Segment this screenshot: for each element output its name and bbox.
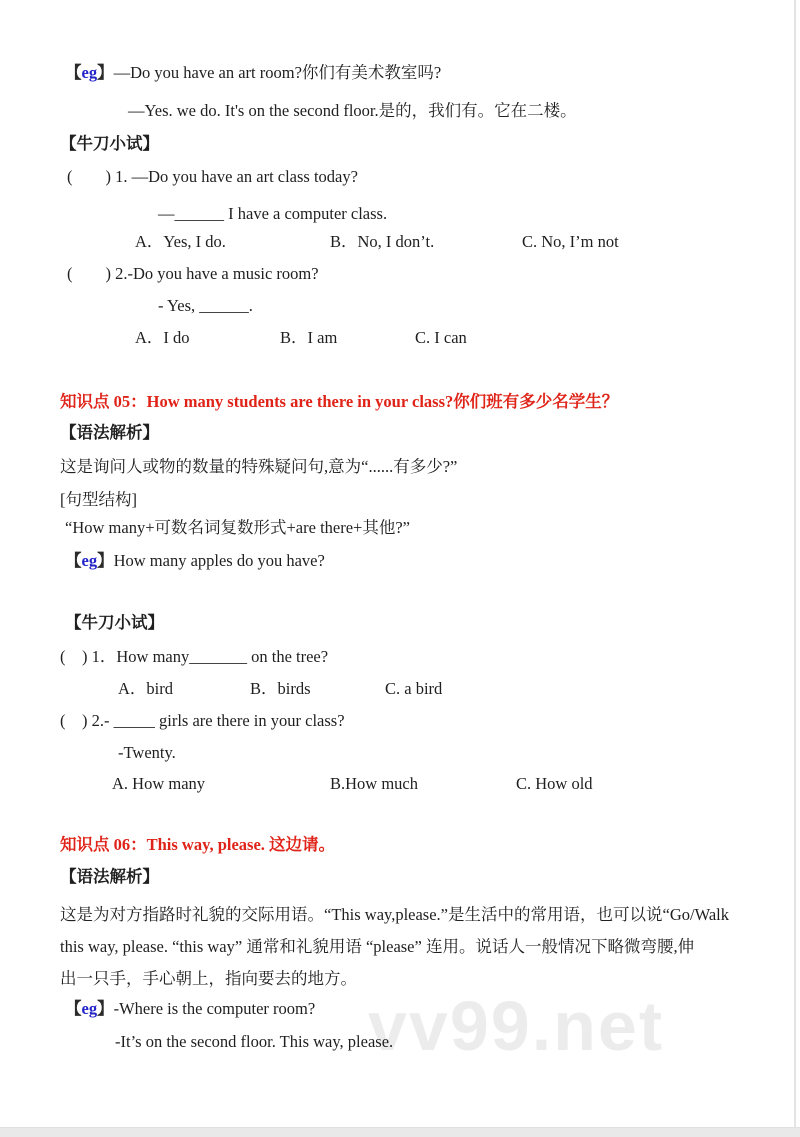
question-1-options	[135, 231, 760, 253]
eg-bracket-close: 】	[97, 63, 114, 82]
practice-title-1: 【牛刀小试】	[60, 134, 159, 153]
question-2-options	[135, 327, 760, 349]
option-c: C. How old	[516, 774, 593, 793]
knowledge-point-06-heading: 知识点 06：This way, please. 这边请。	[60, 835, 336, 854]
option-c: C. I can	[415, 328, 467, 347]
example-question-text: —Do you have an art room?你们有美术教室吗?	[113, 63, 442, 82]
example-line-apples	[65, 550, 760, 572]
question-1-options	[118, 678, 760, 700]
watermark: vv99.net	[368, 987, 665, 1065]
knowledge-point-05-heading: 知识点 05：How many students are there in your class?你们班有多少名学生？	[60, 392, 619, 411]
page-right-edge	[794, 0, 796, 1137]
option-b: B．No, I don’t.	[330, 232, 435, 251]
question-2-reply: - Yes, ______.	[158, 296, 253, 315]
example-line-computer-room	[65, 998, 760, 1020]
question-1-stem: ( ) 1. —Do you have an art class today?	[67, 167, 358, 186]
option-a: A．I do	[135, 328, 190, 347]
question-2-stem: ( ) 2.- _____ girls are there in your class?	[60, 711, 345, 730]
option-c: C. No, I’m not	[522, 232, 619, 251]
example-answer-art-room: —Yes. we do. It's on the second floor.是的，我们有。它在二楼。	[128, 101, 577, 120]
pattern-label: [句型结构]	[60, 490, 137, 509]
example-question-text: -Where is the computer room?	[113, 999, 316, 1018]
eg-bracket-open: 【	[65, 551, 82, 570]
example-text: How many apples do you have?	[113, 551, 325, 570]
grammar-explain-05: 这是询问人或物的数量的特殊疑问句,意为“......有多少?”	[60, 457, 458, 476]
option-b: B.How much	[330, 774, 418, 793]
eg-bracket-close: 】	[97, 551, 114, 570]
option-a: A．Yes, I do.	[135, 232, 226, 251]
eg-bracket-open: 【	[65, 63, 82, 82]
practice-title-2: 【牛刀小试】	[65, 613, 164, 632]
question-1-stem: ( ) 1．How many_______ on the tree?	[60, 647, 329, 666]
example-line-art-room	[65, 62, 760, 84]
example-answer-computer-room: -It’s on the second floor. This way, please.	[115, 1032, 394, 1051]
question-2-stem: ( ) 2.-Do you have a music room?	[67, 264, 319, 283]
option-c: C. a bird	[385, 679, 443, 698]
grammar-title-06: 【语法解析】	[60, 867, 159, 886]
option-b: B．birds	[250, 679, 311, 698]
grammar-title-05: 【语法解析】	[60, 423, 159, 442]
question-2-reply: -Twenty.	[118, 743, 176, 762]
question-1-reply: —______ I have a computer class.	[158, 204, 388, 223]
option-a: A. How many	[112, 774, 206, 793]
eg-marker: eg	[81, 551, 98, 570]
eg-marker: eg	[81, 999, 98, 1018]
grammar-paragraph-line-1: 这是为对方指路时礼貌的交际用语。“This way,please.”是生活中的常用语，也可以说“Go/Walk	[60, 905, 729, 924]
page-bottom-edge	[0, 1127, 800, 1137]
eg-bracket-close: 】	[97, 999, 114, 1018]
eg-bracket-open: 【	[65, 999, 82, 1018]
grammar-paragraph-line-3: 出一只手，手心朝上，指向要去的地方。	[60, 969, 357, 988]
option-a: A．bird	[118, 679, 173, 698]
question-2-options	[112, 773, 760, 795]
grammar-paragraph-line-2: this way, please. “this way” 通常和礼貌用语 “please” 连用。说话人一般情况下略微弯腰,伸	[60, 937, 695, 956]
option-b: B．I am	[280, 328, 338, 347]
pattern-text: “How many+可数名词复数形式+are there+其他?”	[65, 518, 410, 537]
eg-marker: eg	[81, 63, 98, 82]
